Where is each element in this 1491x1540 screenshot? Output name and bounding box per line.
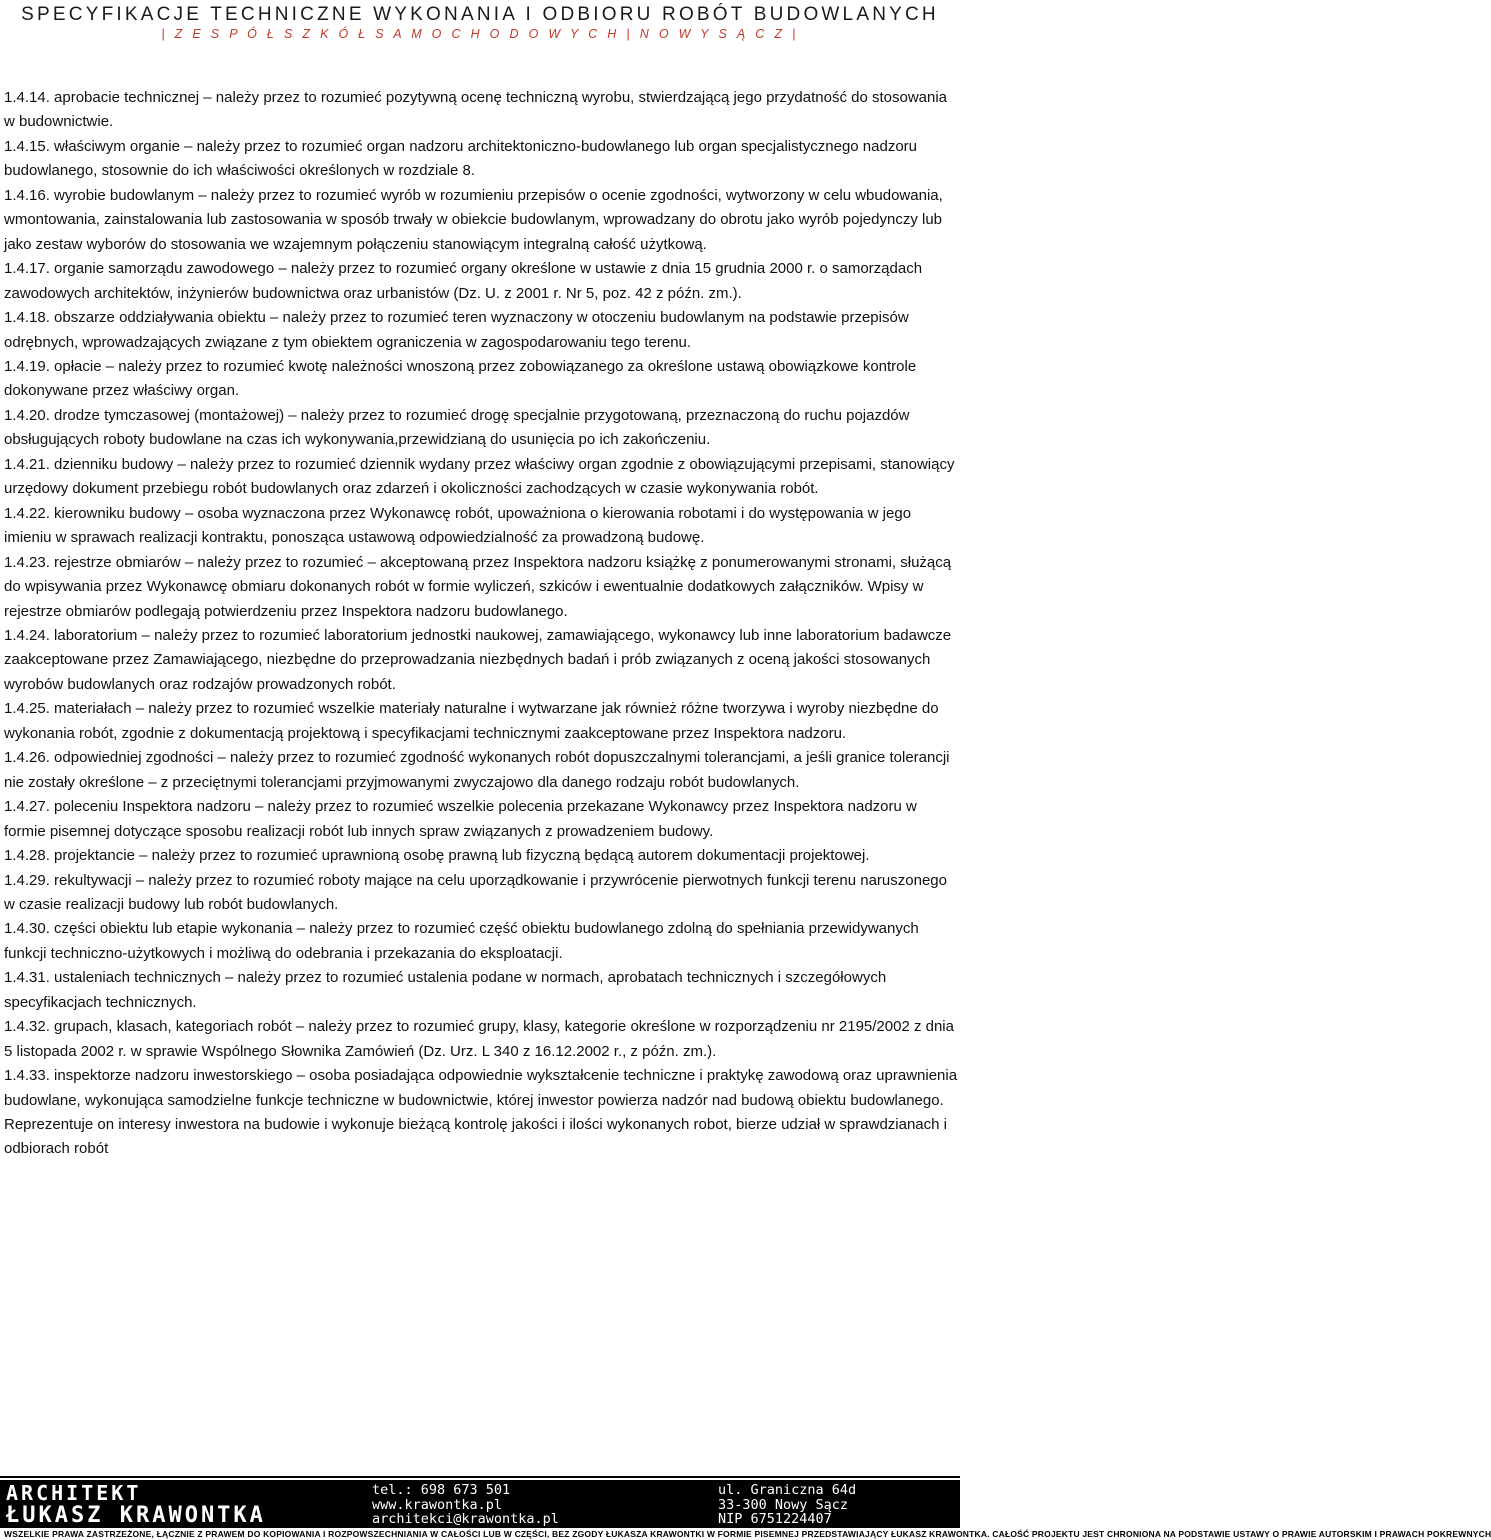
paragraph: 1.4.29. rekultywacji – należy przez to rozumieć roboty mające na celu uporządkowanie i przywrócenie pierwotnych funkcji terenu naruszonego w czasie realizacji budowy lub robót budowlanych. xyxy=(4,871,947,913)
paragraph: 1.4.28. projektancie – należy przez to rozumieć uprawnioną osobę prawną lub fizyczną będącą autorem dokumentacji projektowej. xyxy=(4,847,870,865)
paragraph: 1.4.31. ustaleniach technicznych – należy przez to rozumieć ustalenia podane w normach, aprobatach technicznych i szczegółowych specyfikacjach technicznych. xyxy=(4,969,887,1011)
paragraph: 1.4.20. drodze tymczasowej (montażowej) – należy przez to rozumieć drogę specjalnie przygotowaną, przeznaczoną do ruchu pojazdów obsługujących roboty budowlane na czas ich wykonywania,przewidzianą do usunięcia po ich zakończeniu. xyxy=(4,406,910,449)
paragraph: 1.4.22. kierowniku budowy – osoba wyznaczona przez Wykonawcę robót, upoważniona o kierowania robotami i do występowania w jego imieniu w sprawach realizacji kontraktu, ponosząca ustawową odpowiedzialność za prowadzoną budowę. xyxy=(4,504,912,547)
paragraph: 1.4.25. materiałach – należy przez to rozumieć wszelkie materiały naturalne i wytwarzane jak również różne tworzywa i wyroby niezbędne do wykonania robót, zgodnie z dokumentacją projektową i specyfikacjami technicznymi zaakceptowane przez Inspektora nadzoru. xyxy=(4,700,939,742)
document-body xyxy=(4,86,958,1162)
contact-info xyxy=(372,1483,559,1527)
email-link[interactable]: architekci@krawontka.pl xyxy=(372,1511,559,1527)
tax-id: NIP 6751224407 xyxy=(718,1511,832,1527)
paragraph: 1.4.24. laboratorium – należy przez to rozumieć laboratorium jednostki naukowej, zamawiającego, wykonawcy lub inne laboratorium badawcze zaakceptowane przez Zamawiającego, niezbędne do przeprowadzania niezbędnych badań i prób związanych z oceną jakości stosowanych wyrobów budowlanych oraz rodzajów prowadzonych robót. xyxy=(4,626,952,693)
address-info xyxy=(718,1483,856,1527)
page-header xyxy=(0,0,960,58)
logo-line-1: ARCHITEKT xyxy=(6,1481,142,1505)
paragraph: 1.4.26. odpowiedniej zgodności – należy przez to rozumieć zgodność wykonanych robót dopuszczalnymi tolerancjami, a jeśli granice tolerancji nie zostały określone – z przeciętnymi tolerancjami przyjmowanymi zwyczajowo dla danego rodzaju robót budowlanych. xyxy=(4,749,950,791)
street-address: ul. Graniczna 64d xyxy=(718,1482,857,1498)
paragraph: 1.4.17. organie samorządu zawodowego – należy przez to rozumieć organy określone w ustawie z dnia 15 grudnia 2000 r. o samorządach zawodowych architektów, inżynierów budownictwa oraz urbanistów (Dz. U. z 2001 r. Nr 5, poz. 42 z późn. zm.). xyxy=(4,260,923,302)
paragraph: 1.4.27. poleceniu Inspektora nadzoru – należy przez to rozumieć wszelkie polecenia przekazane Wykonawcy przez Inspektora nadzoru w formie pisemnej dotyczące sposobu realizacji robót lub innych spraw związanych z prowadzeniem budowy. xyxy=(4,798,917,840)
website-link[interactable]: www.krawontka.pl xyxy=(372,1496,503,1513)
paragraph: 1.4.33. inspektorze nadzoru inwestorskiego – osoba posiadająca odpowiednie wykształcenie techniczne i praktykę zawodową oraz uprawnienia budowlane, wykonująca samodzielne funkcje techniczne w budownictwie, której inwestor powierza nadzór nad budową obiektu budowlanego. Reprezentuje on interesy inwestora na budowie i wykonuje bieżącą kontrolę jakości i ilości wykonanych robot, bierze udział w sprawdzianach i odbiorach robót xyxy=(4,1067,958,1158)
paragraph: 1.4.14. aprobacie technicznej – należy przez to rozumieć pozytywną ocenę techniczną wyrobu, stwierdzającą jego przydatność do stosowania w budownictwie. xyxy=(4,89,948,131)
paragraph: 1.4.15. właściwym organie – należy przez to rozumieć organ nadzoru architektoniczno-budowlanego lub organ specjalistycznego nadzoru budowlanego, stosownie do ich właściwości określonych w rozdziale 8. xyxy=(4,137,918,180)
paragraph: 1.4.32. grupach, klasach, kategoriach robót – należy przez to rozumieć grupy, klasy, kategorie określone w rozporządzeniu nr 2195/2002 z dnia 5 listopada 2002 r. w sprawie Wspólnego Słownika Zamówień (Dz. Urz. L 340 z 16.12.2002 r., z późn. zm.). xyxy=(4,1018,954,1060)
paragraph: 1.4.18. obszarze oddziaływania obiektu – należy przez to rozumieć teren wyznaczony w otoczeniu budowlanym na podstawie przepisów odrębnych, wprowadzających związane z tym obiektem ograniczenia w zagospodarowaniu tego terenu. xyxy=(4,309,909,351)
footer-band xyxy=(0,1480,960,1528)
copyright-notice: WSZELKIE PRAWA ZASTRZEŻONE, ŁĄCZNIE Z PRAWEM DO KOPIOWANIA I ROZPOWSZECHNIANIA W CAŁOŚCI LUB W CZĘŚCI, BEZ ZGODY ŁUKASZA KRAWONTKI W FORMIE PISEMNEJ PRZEDSTAWIAJĄCY ŁUKASZ KRAWONTKA. CAŁOŚĆ PROJEKTU JEST CHRONIONA NA PODSTAWIE USTAWY O PRAWIE AUTORSKIM I PRAWACH POKREWNYCH xyxy=(4,1529,1491,1539)
paragraph: 1.4.16. wyrobie budowlanym – należy przez to rozumieć wyrób w rozumieniu przepisów o ocenie zgodności, wytworzony w celu wbudowania, wmontowania, zainstalowania lub zastosowania w sposób trwały w obiekcie budowlanym, wprowadzany do obrotu jako wyrób pojedynczy lub jako zestaw wyborów do stosowania we wzajemnym połączeniu stanowiącym integralną całość użytkową. xyxy=(4,186,943,253)
paragraph: 1.4.19. opłacie – należy przez to rozumieć kwotę należności wnoszoną przez zobowiązanego za określone ustawą obowiązkowe kontrole dokonywane przez właściwy organ. xyxy=(4,357,917,400)
paragraph: 1.4.21. dzienniku budowy – należy przez to rozumieć dziennik wydany przez właściwy organ zgodnie z obowiązującymi przepisami, stanowiący urzędowy dokument przebiegu robót budowlanych oraz zdarzeń i okoliczności zachodzących w czasie wykonywania robót. xyxy=(4,455,955,498)
architect-logo xyxy=(6,1482,266,1528)
logo-line-2: ŁUKASZ KRAWONTKA xyxy=(6,1503,266,1528)
paragraph: 1.4.30. części obiektu lub etapie wykonania – należy przez to rozumieć część obiektu budowlanego zdolną do spełniania przewidywanych funkcji techniczno-użytkowych i możliwą do odebrania i przekazania do eksploatacji. xyxy=(4,920,919,962)
city-address: 33-300 Nowy Sącz xyxy=(718,1496,849,1513)
document-title: SPECYFIKACJE TECHNICZNE WYKONANIA I ODBIORU ROBÓT BUDOWLANYCH xyxy=(21,4,939,25)
paragraph: 1.4.23. rejestrze obmiarów – należy przez to rozumieć – akceptowaną przez Inspektora nadzoru książkę z ponumerowanymi stronami, służącą do wpisywania przez Wykonawcę obmiaru dokonanych robót w formie wyliczeń, szkiców i ewentualnie dodatkowych załączników. Wpisy w rejestrze obmiarów podlegają potwierdzeniu przez Inspektora nadzoru budowlanego. xyxy=(4,553,952,620)
phone-number: tel.: 698 673 501 xyxy=(372,1482,511,1498)
document-subtitle: | Z E S P Ó Ł S Z K Ó Ł S A M O C H O D O W Y C H | N O W Y S Ą C Z | xyxy=(161,27,799,41)
page-footer xyxy=(0,1476,1491,1540)
